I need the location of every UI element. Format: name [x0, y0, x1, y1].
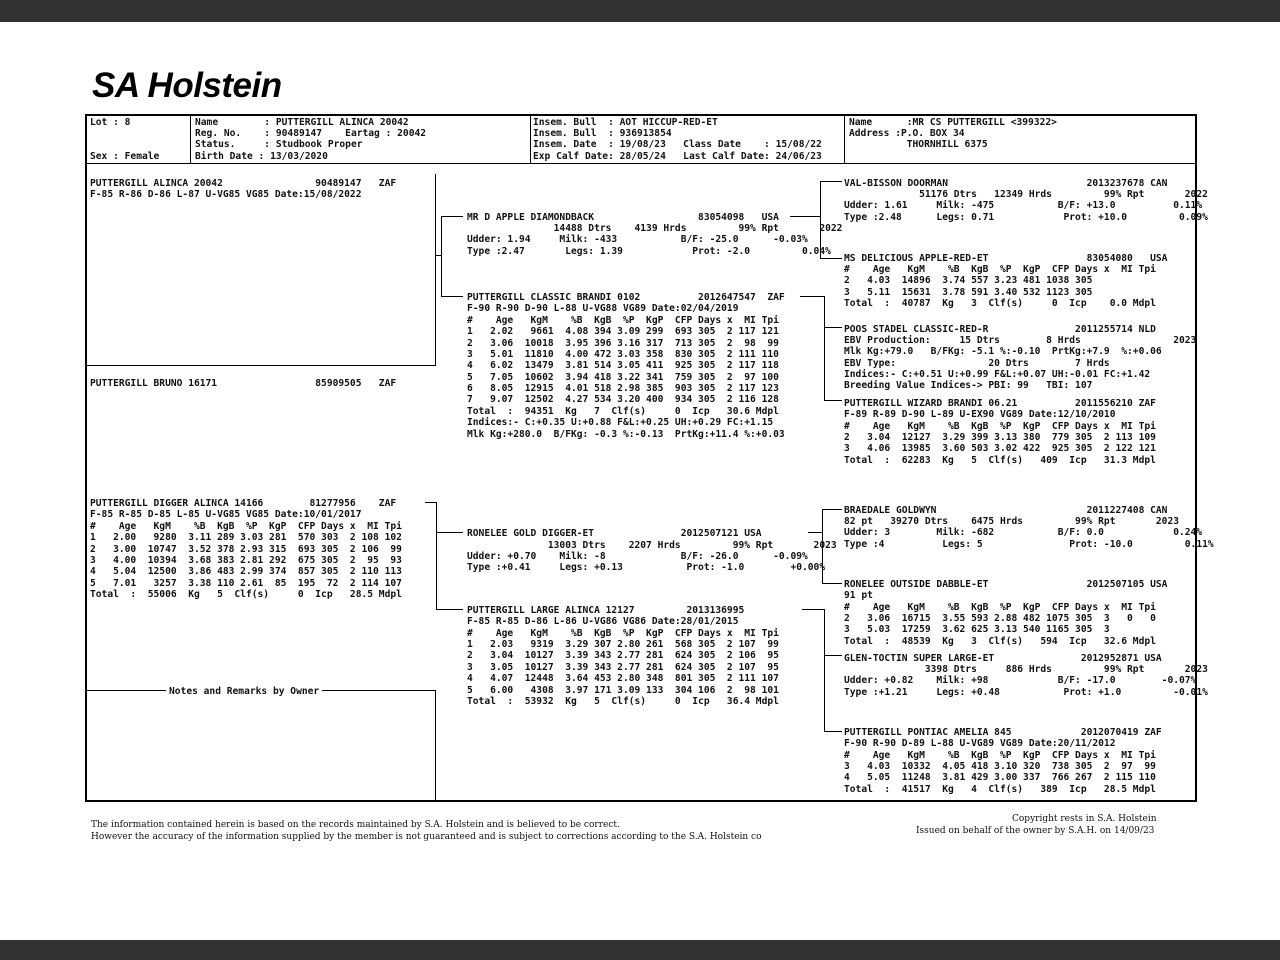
- ssire-bot: [822, 583, 842, 584]
- ddam-bot: [824, 400, 842, 401]
- animal-status: Status. : Studbook Proper: [195, 139, 363, 150]
- gdam-line: 5 7.01 3257 3.38 110 2.61 85 195 72 2 114 107: [90, 578, 402, 589]
- ddam-line: # Age KgM %B KgB %P KgP CFP Days x MI Tpi: [467, 315, 779, 326]
- ssire-line: 13003 Dtrs 2207 Hrds 99% Rpt 2023: [467, 540, 837, 551]
- bottom-bar: [0, 940, 1280, 960]
- dam-box-bottom: [86, 365, 436, 366]
- animal-name: Name : PUTTERGILL ALINCA 20042: [195, 117, 409, 128]
- ddam-line: 5 7.05 10602 3.94 418 3.22 341 759 305 2 97 100: [467, 372, 779, 383]
- dsire-line: Udder: 1.94 Milk: -433 B/F: -25.0 -0.03%: [467, 234, 808, 245]
- ddam-line: 2 3.06 10018 3.95 396 3.16 317 713 305 2 98 99: [467, 338, 779, 349]
- ddam-line: Mlk Kg:+280.0 B/FKg: -0.3 %:-0.13 PrtKg:+11.4 %:+0.03: [467, 429, 785, 440]
- dam-line: F-85 R-86 D-86 L-87 U-VG85 VG85 Date:15/08/2022: [90, 189, 362, 200]
- g4-line: Total : 62283 Kg 5 Clf(s) 409 Icp 31.3 Mdpl: [844, 455, 1156, 466]
- frame-bottom: [85, 800, 1197, 802]
- dam-line: PUTTERGILL ALINCA 20042 90489147 ZAF: [90, 178, 397, 189]
- sdam-bracket: [824, 609, 825, 731]
- g6-line: 2 3.06 16715 3.55 593 2.88 482 1075 305 3 0 0: [844, 613, 1156, 624]
- g8-line: 3 4.03 10332 4.05 418 3.10 320 738 305 2 97 99: [844, 761, 1156, 772]
- g3-line: Breeding Value Indices-> PBI: 99 TBI: 107: [844, 380, 1093, 391]
- ddam-stub: [800, 296, 825, 297]
- g8-line: F-90 R-90 D-89 L-88 U-VG89 VG89 Date:20/11/2012: [844, 738, 1116, 749]
- ssire-stub: [808, 532, 822, 533]
- g6-line: RONELEE OUTSIDE DABBLE-ET 2012507105 USA: [844, 579, 1168, 590]
- g8-line: PUTTERGILL PONTIAC AMELIA 845 2012070419 ZAF: [844, 727, 1162, 738]
- ssire-line: Udder: +0.70 Milk: -8 B/F: -26.0 -0.09%: [467, 551, 808, 562]
- exp-calf: Exp Calf Date: 28/05/24 Last Calf Date: 24/06/23: [533, 151, 822, 162]
- sdam-line: 3 3.05 10127 3.39 343 2.77 281 624 305 2 107 95: [467, 662, 779, 673]
- header-col-1: [190, 114, 191, 164]
- header-col-3: [844, 114, 845, 164]
- owner-address: Address :P.O. BOX 34: [849, 128, 965, 139]
- ddam-line: 4 6.02 13479 3.81 514 3.05 411 925 305 2 117 118: [467, 360, 779, 371]
- dsire-stub: [790, 216, 820, 217]
- sdam-line: # Age KgM %B KgB %P KgP CFP Days x MI Tpi: [467, 628, 779, 639]
- g7-line: Type :+1.21 Legs: +0.48 Prot: +1.0 -0.01%: [844, 687, 1208, 698]
- g7-line: Udder: +0.82 Milk: +98 B/F: -17.0 -0.07%: [844, 675, 1197, 686]
- animal-birth: Birth Date : 13/03/2020: [195, 151, 328, 162]
- g1-line: 51176 Dtrs 12349 Hrds 99% Rpt 2022: [844, 189, 1208, 200]
- ddam-line: 3 5.01 11810 4.00 472 3.03 358 830 305 2 111 110: [467, 349, 779, 360]
- g3-line: Mlk Kg:+79.0 B/FKg: -5.1 %:-0.10 PrtKg:+7.9 %:+0.06: [844, 346, 1162, 357]
- sdam-bot: [824, 731, 842, 732]
- notes-box-right: [435, 690, 436, 802]
- dsire-bot: [820, 258, 842, 259]
- ddam-line: Indices:- C:+0.35 U:+0.88 F&L:+0.25 UH:+0.29 FC:+1.15: [467, 417, 774, 428]
- owner-name: Name :MR CS PUTTERGILL <399322>: [849, 117, 1057, 128]
- dsire-line: 14488 Dtrs 4139 Hrds 99% Rpt 2022: [467, 223, 843, 234]
- ddam-line: PUTTERGILL CLASSIC BRANDI 0102 2012647547 ZAF: [467, 292, 785, 303]
- gdam-line: 1 2.00 9280 3.11 289 3.03 281 570 303 2 108 102: [90, 532, 402, 543]
- header-col-2: [530, 114, 531, 164]
- gdam-line: F-85 R-85 D-85 L-85 U-VG85 VG85 Date:10/01/2017: [90, 509, 362, 520]
- header-divider: [85, 163, 1197, 164]
- ddam-line: 1 2.02 9661 4.08 394 3.09 299 693 305 2 117 121: [467, 326, 779, 337]
- gdam-line: PUTTERGILL DIGGER ALINCA 14166 81277956 ZAF: [90, 498, 397, 509]
- insem-bull-no: Insem. Bull : 936913854: [533, 128, 672, 139]
- sdam-top: [824, 655, 842, 656]
- g7-line: GLEN-TOCTIN SUPER LARGE-ET 2012952871 USA: [844, 653, 1162, 664]
- g5-line: BRAEDALE GOLDWYN 2011227408 CAN: [844, 505, 1168, 516]
- lot-line-1: Lot : 8: [90, 117, 131, 128]
- gdam-line: # Age KgM %B KgB %P KgP CFP Days x MI Tpi: [90, 521, 402, 532]
- owner-town: THORNHILL 6375: [849, 139, 988, 150]
- sire-line: PUTTERGILL BRUNO 16171 85909505 ZAF: [90, 378, 397, 389]
- g3-line: POOS STADEL CLASSIC-RED-R 2011255714 NLD: [844, 324, 1156, 335]
- animal-reg: Reg. No. : 90489147 Eartag : 20042: [195, 128, 427, 139]
- g8-line: 4 5.05 11248 3.81 429 3.00 337 766 267 2 115 110: [844, 772, 1156, 783]
- dsire-top: [820, 181, 842, 182]
- g6-line: 91 pt: [844, 590, 873, 601]
- header-border-top: [85, 114, 1197, 116]
- g1-line: VAL-BISSON DOORMAN 2013237678 CAN: [844, 178, 1168, 189]
- ssire-line: RONELEE GOLD DIGGER-ET 2012507121 USA: [467, 528, 762, 539]
- top-bar: [0, 0, 1280, 22]
- g2-line: 3 5.11 15631 3.78 591 3.40 532 1123 305: [844, 287, 1093, 298]
- g5-line: Type :4 Legs: 5 Prot: -10.0 0.11%: [844, 539, 1214, 550]
- g2-line: 2 4.03 14896 3.74 557 3.23 481 1038 305: [844, 275, 1093, 286]
- ddam-bracket: [824, 296, 825, 400]
- g6-line: 3 5.03 17259 3.62 625 3.13 540 1165 305 3: [844, 624, 1110, 635]
- g6-line: Total : 48539 Kg 3 Clf(s) 594 Icp 32.6 Mdpl: [844, 636, 1156, 647]
- footer-issued: Issued on behalf of the owner by S.A.H. on 14/09/23: [916, 826, 1155, 836]
- g2-line: # Age KgM %B KgB %P KgP CFP Days x MI Tpi: [844, 264, 1156, 275]
- g4-line: PUTTERGILL WIZARD BRANDI 06.21 2011556210 ZAF: [844, 398, 1156, 409]
- sdam-line: 5 6.00 4308 3.97 171 3.09 133 304 106 2 98 101: [467, 685, 779, 696]
- footer-disclaimer-1: The information contained herein is based on the records maintained by S.A. Holstein and is believed to be correct.: [91, 820, 620, 830]
- gdam-line: 3 4.00 10394 3.68 383 2.81 292 675 305 2 95 93: [90, 555, 402, 566]
- gdam-line: Total : 55006 Kg 5 Clf(s) 0 Icp 28.5 Mdpl: [90, 589, 402, 600]
- sex-line: Sex : Female: [90, 151, 160, 162]
- ddam-line: 6 8.05 12915 4.01 518 2.98 385 903 305 2 117 123: [467, 383, 779, 394]
- g6-line: # Age KgM %B KgB %P KgP CFP Days x MI Tpi: [844, 602, 1156, 613]
- g2-line: Total : 40787 Kg 3 Clf(s) 0 Icp 0.0 Mdpl: [844, 298, 1156, 309]
- g4-line: 2 3.04 12127 3.29 399 3.13 380 779 305 2 113 109: [844, 432, 1156, 443]
- g4-line: # Age KgM %B KgB %P KgP CFP Days x MI Tpi: [844, 421, 1156, 432]
- dsire-line: MR D APPLE DIAMONDBACK 83054098 USA: [467, 212, 779, 223]
- sire-bracket-bot: [436, 609, 463, 610]
- g7-line: 3398 Dtrs 886 Hrds 99% Rpt 2023: [844, 664, 1208, 675]
- notes-title: Notes and Remarks by Owner: [166, 686, 322, 697]
- g1-line: Udder: 1.61 Milk: -475 B/F: +13.0 0.11%: [844, 200, 1203, 211]
- dsire-line: Type :2.47 Legs: 1.39 Prot: -2.0 0.04%: [467, 246, 831, 257]
- footer-disclaimer-2: However the accuracy of the information supplied by the member is not guaranteed and is subject to corrections according to the S.A. Holstein co: [91, 832, 762, 842]
- g8-line: # Age KgM %B KgB %P KgP CFP Days x MI Tpi: [844, 750, 1156, 761]
- g1-line: Type :2.48 Legs: 0.71 Prot: +10.0 0.09%: [844, 212, 1208, 223]
- frame-left: [85, 114, 87, 802]
- sire-bracket: [436, 502, 437, 609]
- footer-copyright: Copyright rests in S.A. Holstein: [1012, 814, 1157, 824]
- g4-line: F-89 R-89 D-90 L-89 U-EX90 VG89 Date:12/10/2010: [844, 409, 1116, 420]
- page-title: SA Holstein: [92, 66, 282, 105]
- sdam-line: F-85 R-85 D-86 L-86 U-VG86 VG86 Date:28/01/2015: [467, 616, 739, 627]
- ssire-line: Type :+0.41 Legs: +0.13 Prot: -1.0 +0.00%: [467, 562, 826, 573]
- sire-bracket-top: [436, 532, 463, 533]
- g5-line: 82 pt 39270 Dtrs 6475 Hrds 99% Rpt 2023: [844, 516, 1180, 527]
- ddam-line: Total : 94351 Kg 7 Clf(s) 0 Icp 30.6 Mdpl: [467, 406, 779, 417]
- g8-line: Total : 41517 Kg 4 Clf(s) 389 Icp 28.5 Mdpl: [844, 784, 1156, 795]
- sdam-line: Total : 53932 Kg 5 Clf(s) 0 Icp 36.4 Mdpl: [467, 696, 779, 707]
- sdam-line: 4 4.07 12448 3.64 453 2.80 348 801 305 2 111 107: [467, 673, 779, 684]
- g5-line: Udder: 3 Milk: -682 B/F: 0.0 0.24%: [844, 527, 1203, 538]
- sire-stub: [425, 502, 436, 503]
- g4-line: 3 4.06 13985 3.60 503 3.02 422 925 305 2 122 121: [844, 443, 1156, 454]
- dam-bracket-bot: [441, 296, 463, 297]
- dam-bracket-top: [441, 216, 463, 217]
- dam-bracket: [441, 216, 442, 296]
- ddam-line: F-90 R-90 D-90 L-88 U-VG88 VG89 Date:02/04/2019: [467, 303, 739, 314]
- ddam-top: [824, 327, 842, 328]
- g2-line: MS DELICIOUS APPLE-RED-ET 83054080 USA: [844, 253, 1168, 264]
- ssire-top: [822, 509, 842, 510]
- gdam-line: 4 5.04 12500 3.86 483 2.99 374 857 305 2 110 113: [90, 566, 402, 577]
- insem-bull: Insem. Bull : AOT HICCUP-RED-ET: [533, 117, 718, 128]
- ddam-line: 7 9.07 12502 4.27 534 3.20 400 934 305 2 116 128: [467, 394, 779, 405]
- sdam-line: 2 3.04 10127 3.39 343 2.77 281 624 305 2 106 95: [467, 650, 779, 661]
- insem-date: Insem. Date : 19/08/23 Class Date : 15/08/22: [533, 139, 822, 150]
- gdam-line: 2 3.00 10747 3.52 378 2.93 315 693 305 2 106 99: [90, 544, 402, 555]
- sdam-line: PUTTERGILL LARGE ALINCA 12127 2013136995: [467, 605, 745, 616]
- g3-line: EBV Production: 15 Dtrs 8 Hrds 2023: [844, 335, 1197, 346]
- sdam-stub: [802, 609, 824, 610]
- g3-line: Indices:- C:+0.51 U:+0.99 F&L:+0.07 UH:-0.01 FC:+1.42: [844, 369, 1151, 380]
- g3-line: EBV Type: 20 Dtrs 7 Hrds: [844, 358, 1110, 369]
- dam-box-right: [435, 174, 436, 365]
- sdam-line: 1 2.03 9319 3.29 307 2.80 261 568 305 2 107 99: [467, 639, 779, 650]
